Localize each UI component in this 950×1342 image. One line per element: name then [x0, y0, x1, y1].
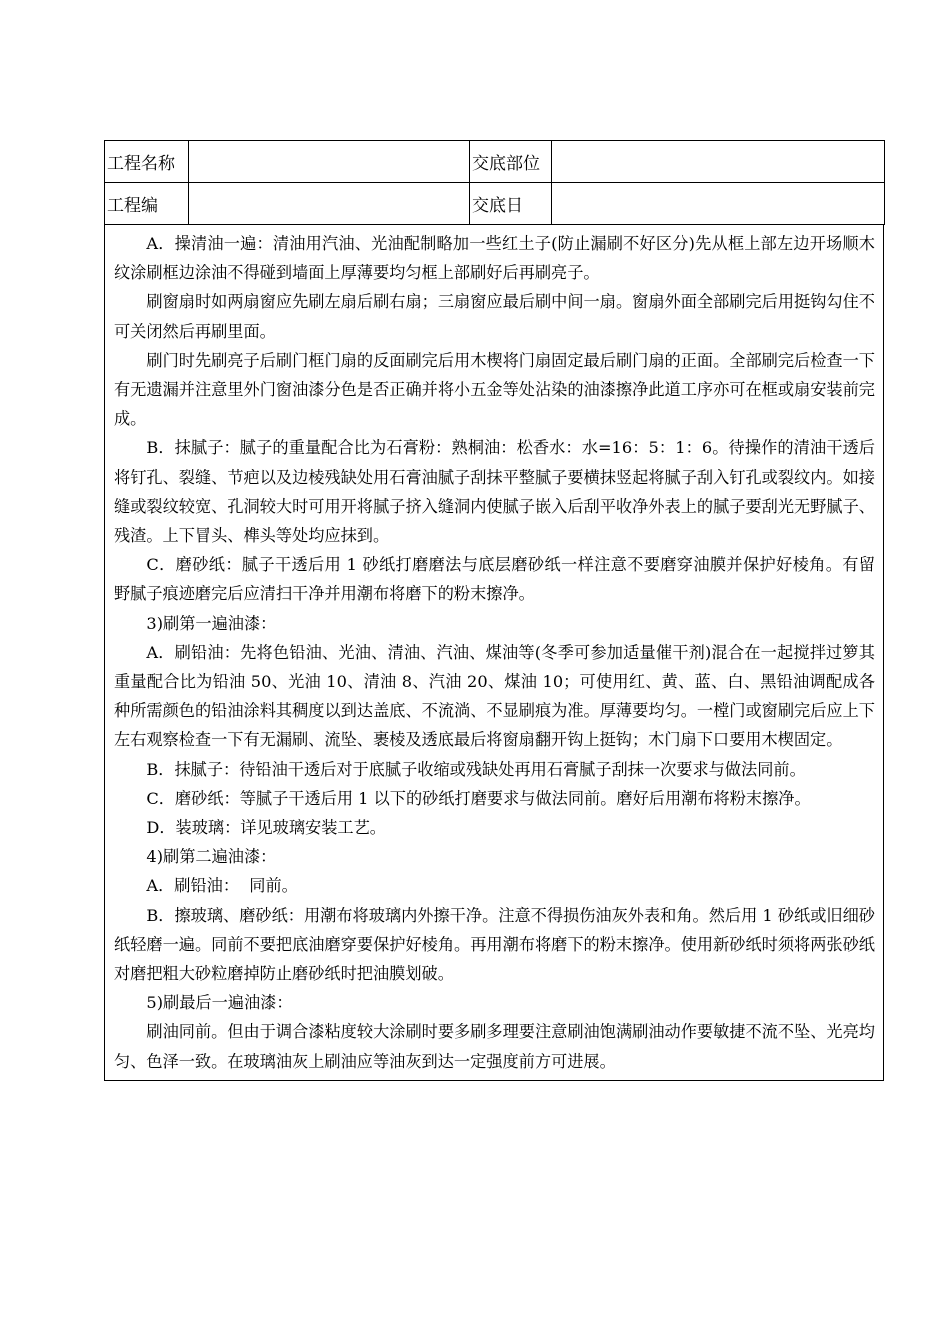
part-value [552, 141, 885, 183]
paragraph: D．装玻璃：详见玻璃安装工艺。 [146, 818, 386, 838]
project-name-value [189, 141, 470, 183]
section-heading: 4)刷第二遍油漆： [146, 847, 277, 867]
paragraph: C．磨砂纸：等腻子干透后用 1 以下的砂纸打磨要求与做法同前。磨好后用潮布将粉末擦净。 [146, 788, 811, 808]
paragraph: 刷门时先刷亮子后刷门框门扇的反面刷完后用木楔将门扇固定最后刷门扇的正面。全部刷完后检查一下有无遗漏并注意里外门窗油漆分色是否正确并将小五金等处沾染的油漆擦净此道工序亦可在框或扇安装前完成。 [114, 350, 875, 429]
date-label: 交底日 [470, 183, 552, 225]
section-heading: 5)刷最后一遍油漆： [146, 993, 293, 1013]
paragraph: 刷油同前。但由于调合漆粘度较大涂刷时要多刷多理要注意刷油饱满刷油动作要敏捷不流不坠、光亮均匀、色泽一致。在玻璃油灰上刷油应等油灰到达一定强度前方可进展。 [114, 1022, 875, 1071]
paragraph: A．操清油一遍：清油用汽油、光油配制略加一些红土子(防止漏刷不好区分)先从框上部左边开场顺木纹涂刷框边涂油不得碰到墙面上厚薄要均匀框上部刷好后再刷亮子。 [114, 234, 875, 283]
paragraph: A．刷铅油： 同前。 [146, 876, 298, 896]
header-row-2 [105, 183, 885, 225]
paragraph: 刷窗扇时如两扇窗应先刷左扇后刷右扇；三扇窗应最后刷中间一扇。窗扇外面全部刷完后用挺钩勾住不可关闭然后再刷里面。 [114, 292, 875, 341]
part-label: 交底部位 [470, 141, 552, 183]
paragraph: B．抹腻子：待铅油干透后对于底腻子收缩或残缺处再用石膏腻子刮抹一次要求与做法同前。 [146, 759, 806, 779]
paragraph: A．刷铅油：先将色铅油、光油、清油、汽油、煤油等(冬季可参加适量催干剂)混合在一起搅拌过箩其重量配合比为铅油 50、光油 10、清油 8、汽油 20、煤油 10；可使用红、黄、蓝、白、黑铅油调配成各种所需颜色的铅油涂料其稠度以到达盖底、不流淌、不显刷痕为准。厚薄要均匀。一樘门或窗刷完后应上下左右观察检查一下有无漏刷、流坠、裹棱及透底最后将窗扇翻开钩上挺钩；木门扇下口要用木楔固定。 [114, 642, 875, 750]
header-row-1 [105, 141, 885, 183]
disclosure-sheet [104, 140, 884, 1081]
header-table [104, 140, 885, 225]
project-no-value [189, 183, 470, 225]
project-no-label: 工程编 [105, 183, 189, 225]
project-name-label: 工程名称 [105, 141, 189, 183]
paragraph: C．磨砂纸：腻子干透后用 1 砂纸打磨磨法与底层磨砂纸一样注意不要磨穿油膜并保护好棱角。有留野腻子痕迹磨完后应清扫干净并用潮布将磨下的粉末擦净。 [114, 555, 875, 604]
paragraph: B．擦玻璃、磨砂纸：用潮布将玻璃内外擦干净。注意不得损伤油灰外表和角。然后用 1 砂纸或旧细砂纸轻磨一遍。同前不要把底油磨穿要保护好棱角。再用潮布将磨下的粉末擦净。使用新砂纸时须将两张砂纸对磨把粗大砂粒磨掉防止磨砂纸时把油膜划破。 [114, 905, 875, 984]
paragraph: B．抹腻子：腻子的重量配合比为石膏粉：熟桐油：松香水：水=16：5：1：6。待操作的清油干透后将钉孔、裂缝、节疤以及边棱残缺处用石膏油腻子刮抹平整腻子要横抹竖起将腻子刮入钉孔或裂纹内。如接缝或裂纹较宽、孔洞较大时可用开将腻子挤入缝洞内使腻子嵌入后刮平收净外表上的腻子要刮光无野腻子、残渣。上下冒头、榫头等处均应抹到。 [114, 438, 875, 546]
content-body [104, 225, 884, 1081]
date-value [552, 183, 885, 225]
section-heading: 3)刷第一遍油漆： [146, 613, 277, 633]
